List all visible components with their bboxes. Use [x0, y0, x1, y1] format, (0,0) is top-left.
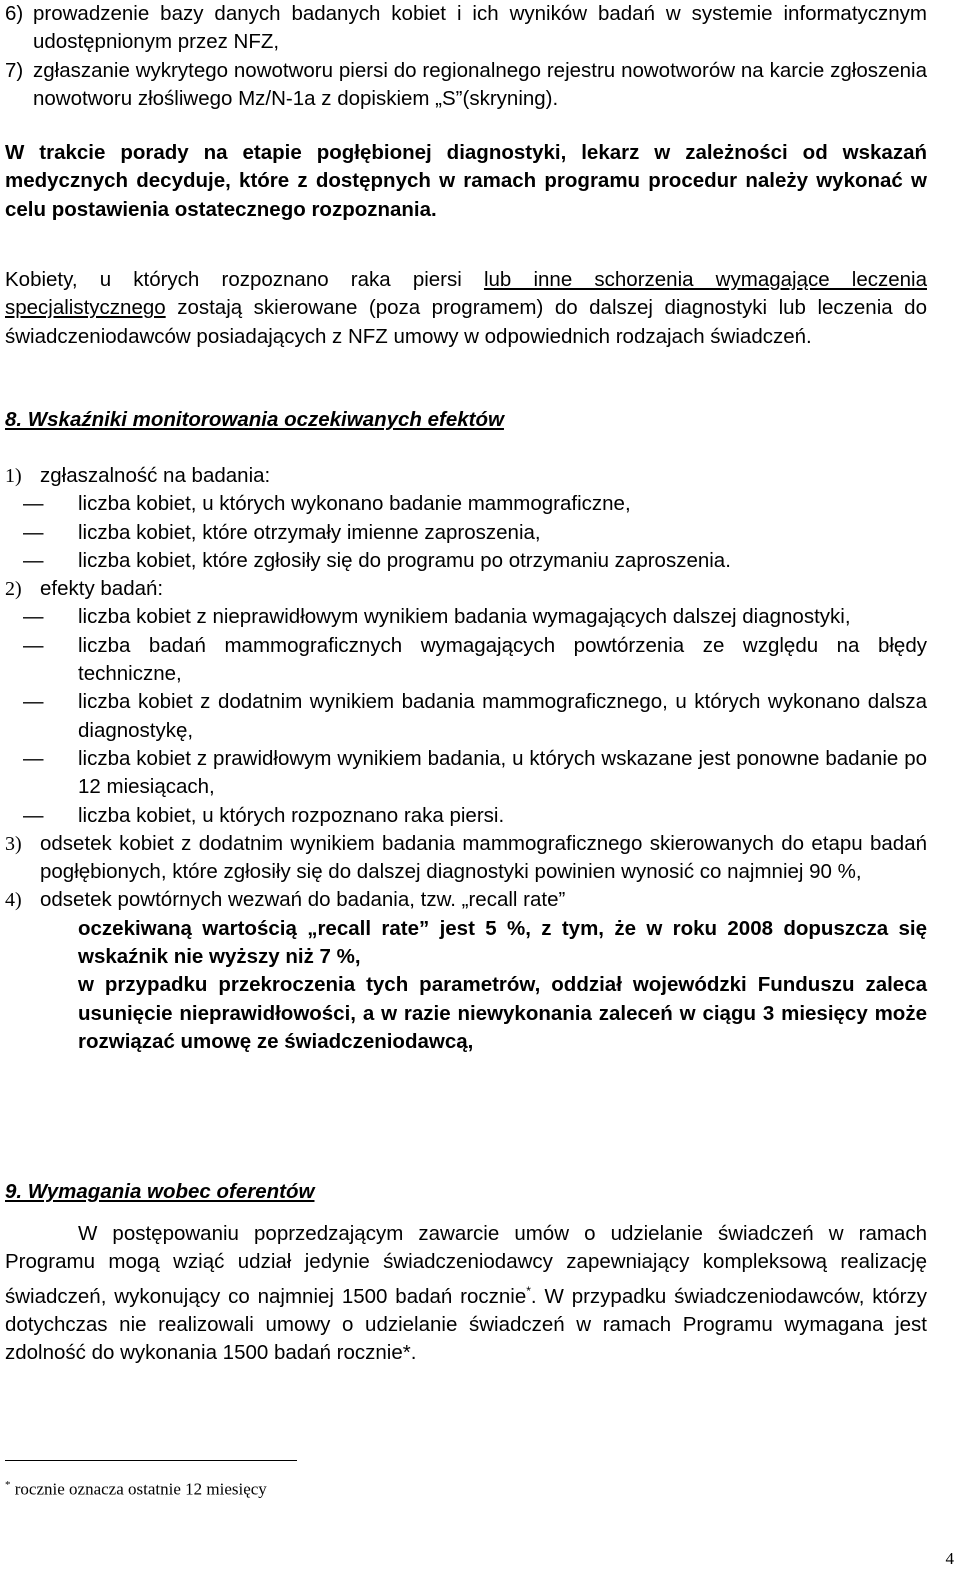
dash-marker: — — [23, 520, 44, 544]
dash-item — [5, 802, 927, 830]
indicator-text: efekty badań: — [40, 577, 164, 601]
dash-text: liczba badań mammograficznych wymagających powtórzenia ze względu na błędy techniczne, — [78, 633, 927, 686]
dash-marker: — — [23, 803, 44, 827]
dash-text: liczba kobiet z nieprawidłowym wynikiem badania wymagających dalszej diagnostyki, — [78, 605, 851, 629]
indicator-item — [5, 886, 927, 914]
dash-text: liczba kobiet, u których wykonano badanie mammograficzne, — [78, 492, 631, 516]
referral-underlined: lub inne schorzenia wymagające leczenia specjalistycznego — [5, 268, 927, 320]
footnote-text: rocznie oznacza ostatnie 12 miesięcy — [10, 1479, 267, 1499]
dash-marker: — — [23, 492, 44, 516]
dash-item — [5, 603, 927, 631]
recall-rate-target: oczekiwaną wartością „recall rate” jest 5 %, z tym, że w roku 2008 dopuszcza się wskaźnik nie wyższy niż 7 %, — [78, 916, 927, 969]
list-item-number: 7) — [5, 58, 24, 82]
dash-text: liczba kobiet, u których rozpoznano raka piersi. — [78, 803, 505, 827]
indicator-number: 2) — [5, 578, 22, 601]
page-number: 4 — [945, 1549, 954, 1568]
section-9-heading: 9. Wymagania wobec oferentów — [5, 1180, 315, 1203]
list-top — [5, 0, 927, 113]
footnote-marker: * — [526, 1283, 531, 1298]
referral-paragraph — [5, 266, 927, 351]
list-item-text: prowadzenie bazy danych badanych kobiet i ich wyników badań w systemie informatycznym udostępnionym przez NFZ, — [33, 2, 927, 54]
referral-lead: Kobiety, u których rozpoznano raka piersi — [5, 268, 484, 291]
indicator-text: zgłaszalność na badania: — [40, 464, 271, 487]
indicator-number: 3) — [5, 832, 22, 855]
section-8-list — [5, 462, 927, 1056]
referral-rest: zostają skierowane (poza programem) do dalszej diagnostyki lub leczenia do świadczeniodawców posiadających z NFZ umowy w odpowiednich rodzajach świadczeń. — [5, 296, 927, 348]
dash-item — [5, 688, 927, 745]
indicator-text: odsetek kobiet z dodatnim wynikiem badania mammograficznego skierowanych do etapu badań pogłębionych, które zgłosiły się do dalszej diagnostyki powinien wynosić co najmniej 90 %, — [40, 831, 927, 884]
dash-marker: — — [23, 690, 44, 714]
indicator-item — [5, 830, 927, 887]
footnote-divider — [5, 1460, 297, 1461]
diagnostics-paragraph: W trakcie porady na etapie pogłębionej diagnostyki, lekarz w zależności od wskazań medycznych decyduje, które z dostępnych w ramach programu procedur należy wykonać w celu postawienia ostatecznego rozpoznania. — [5, 141, 927, 221]
offerors-text-a: W postępowaniu poprzedzającym zawarcie umów o udzielanie świadczeń w ramach Programu mogą wziąć udział jedynie świadczeniodawcy zapewniający kompleksową realizację świadczeń, wykonujący co najmniej 1500 badań rocznie — [5, 1222, 927, 1308]
indicator-item — [5, 462, 927, 490]
footnote — [5, 1471, 267, 1504]
indicator-number: 4) — [5, 889, 22, 912]
recall-rate-consequence: w przypadku przekroczenia tych parametrów, oddział wojewódzki Funduszu zaleca usunięcie nieprawidłowości, a w razie niewykonania zaleceń w ciągu 3 miesięcy może rozwiązać umowę ze świadczeniodawcą, — [78, 973, 927, 1053]
dash-text: liczba kobiet z prawidłowym wynikiem badania, u których wskazane jest ponowne badanie po 12 miesiącach, — [78, 746, 927, 799]
section-8-heading: 8. Wskaźniki monitorowania oczekiwanych efektów — [5, 408, 504, 431]
list-item-number: 6) — [5, 2, 24, 25]
indicator-item — [5, 575, 927, 603]
dash-item — [5, 490, 927, 518]
indicator-text: odsetek powtórnych wezwań do badania, tzw. „recall rate” — [40, 888, 566, 912]
offerors-paragraph — [5, 1220, 927, 1367]
offerors-text-b: . W przypadku świadczeniodawców, którzy dotychczas nie realizowali umowy o udzielanie świadczeń w ramach Programu wymagana jest zdolność do wykonania 1500 badań rocznie*. — [5, 1284, 927, 1365]
footnote-mark: * — [5, 1479, 11, 1491]
dash-item — [5, 745, 927, 802]
dash-item — [5, 632, 927, 689]
dash-text: liczba kobiet z dodatnim wynikiem badania mammograficznego, u których wykonano dalsza diagnostykę, — [78, 690, 927, 742]
list-item — [5, 57, 927, 114]
dash-marker: — — [23, 746, 44, 770]
dash-item — [5, 547, 927, 575]
dash-marker: — — [23, 633, 44, 657]
dash-marker: — — [23, 548, 44, 572]
list-item — [5, 0, 927, 57]
dash-text: liczba kobiet, które otrzymały imienne zaproszenia, — [78, 520, 541, 544]
dash-text: liczba kobiet, które zgłosiły się do programu po otrzymaniu zaproszenia. — [78, 548, 731, 572]
dash-marker: — — [23, 605, 44, 629]
dash-item — [5, 519, 927, 547]
list-item-text: zgłaszanie wykrytego nowotworu piersi do regionalnego rejestru nowotworów na karcie zgłoszenia nowotworu złośliwego Mz/N-1a z dopiskiem „S”(skryning). — [33, 58, 927, 110]
indicator-number: 1) — [5, 465, 22, 487]
